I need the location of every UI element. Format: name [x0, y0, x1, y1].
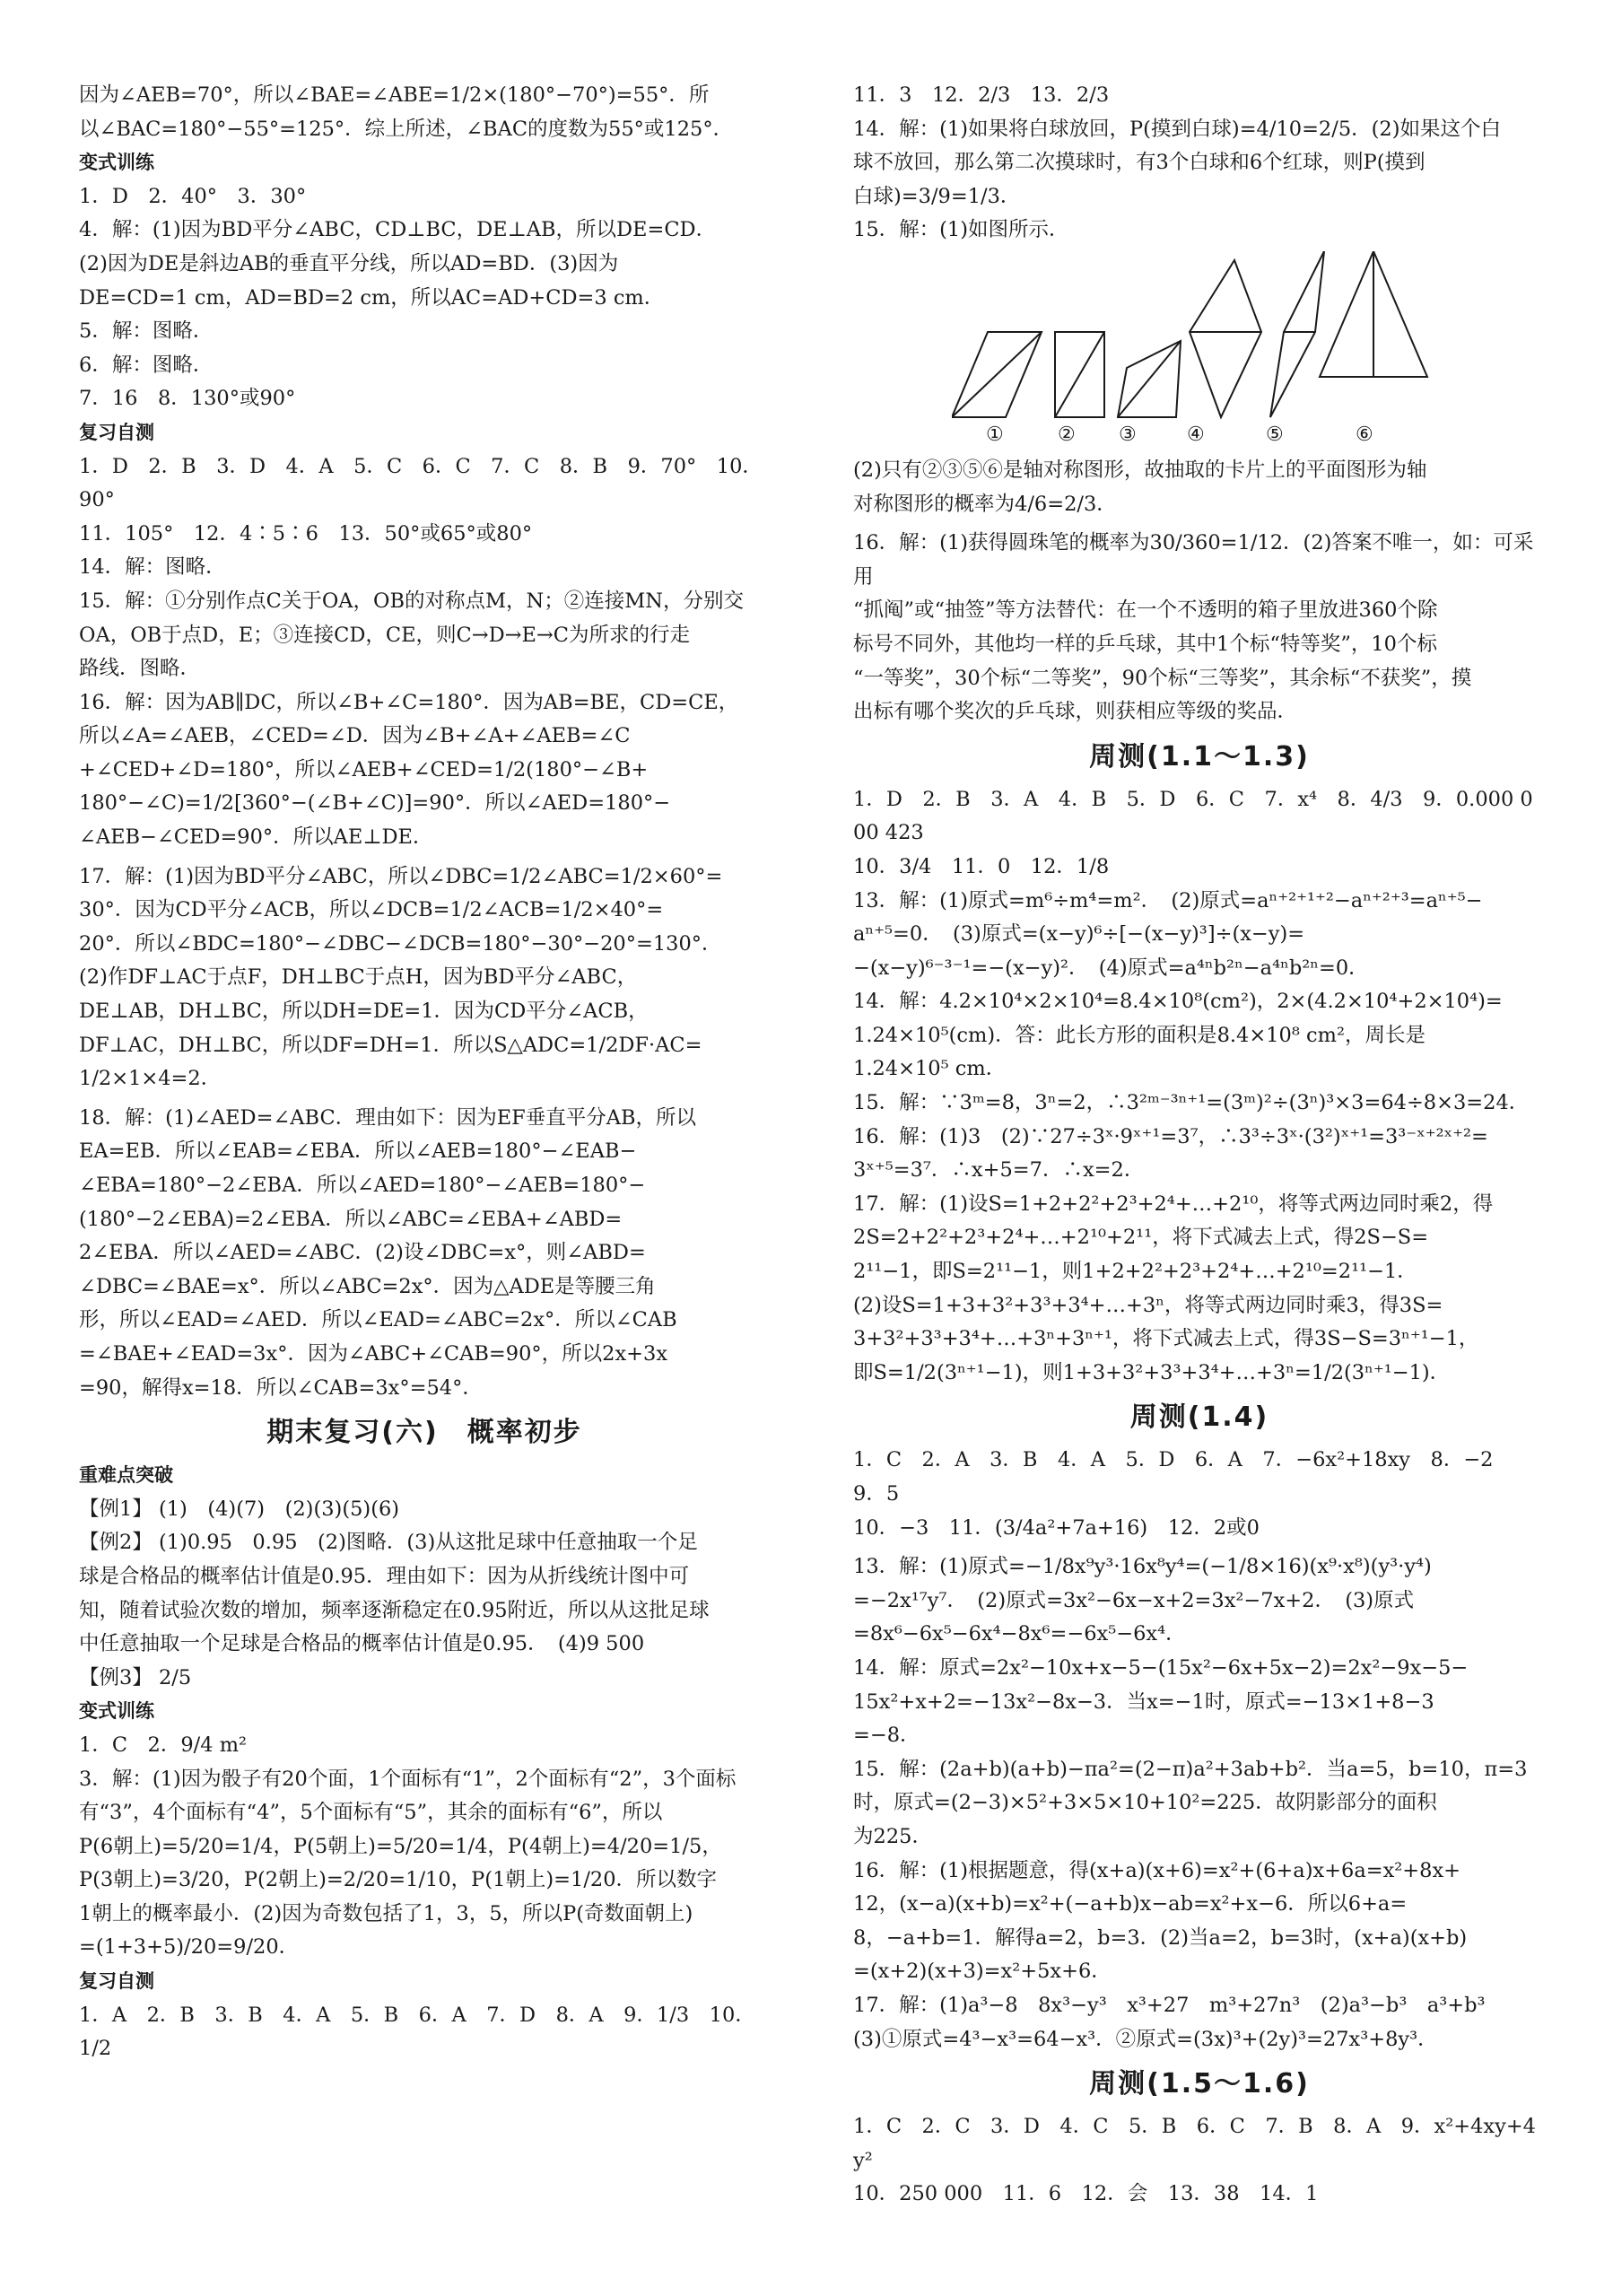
answer-line: ∠AEB−∠CED=90°．所以AE⊥DE． [79, 825, 433, 850]
answer-line: 18．解：(1)∠AED=∠ABC．理由如下：因为EF垂直平分AB，所以 [79, 1105, 697, 1130]
right-bottom-block [853, 454, 1546, 2212]
answer-line: 1．D 2．B 3．A 4．B 5．D 6．C 7．x⁴ 8．4/3 9．0.000 000 423 [853, 787, 1533, 845]
answer-line: 2¹¹−1，即S=2¹¹−1，则1+2+2²+2³+2⁴+…+2¹⁰=2¹¹−1． [853, 1260, 1417, 1284]
section-heading: 复习自测 [79, 1970, 154, 1993]
answer-line: 对称图形的概率为4/6=2/3． [853, 492, 1117, 516]
answer-line: 14．解：原式=2x²−10x+x−5−(15x²−6x+5x−2)=2x²−9x−5− [853, 1655, 1469, 1680]
answer-line: 所以∠A=∠AEB，∠CED=∠D．因为∠B+∠A+∠AEB=∠C [79, 724, 631, 748]
answer-line: 1．A 2．B 3．B 4．A 5．B 6．A 7．D 8．A 9．1/3 10．1/2 [79, 2003, 755, 2061]
answer-line: =∠BAE+∠EAD=3x°．因为∠ABC+∠CAB=90°，所以2x+3x [79, 1341, 668, 1366]
answer-line: 2∠EBA．所以∠AED=∠ABC．(2)设∠DBC=x°，则∠ABD= [79, 1241, 646, 1265]
chapter-title: 周测(1.1～1.3) [1089, 740, 1310, 773]
answer-line: 1．C 2．C 3．D 4．C 5．B 6．C 7．B 8．A 9．x²+4xy+4y² [853, 2115, 1537, 2172]
answer-line: 【例1】 (1) (4)(7) (2)(3)(5)(6) [79, 1497, 400, 1521]
answer-line: aⁿ⁺⁵=0． (3)原式=(x−y)⁶÷[−(x−y)³]÷(x−y)= [853, 922, 1305, 947]
answer-line: 2S=2+2²+2³+2⁴+…+2¹⁰+2¹¹，将下式减去上式，得2S−S= [853, 1226, 1429, 1250]
answer-line: 10．3/4 11．0 12．1/8 [853, 854, 1110, 878]
answer-line: (2)设S=1+3+3²+3³+3⁴+…+3ⁿ，将等式两边同时乘3，得3S= [853, 1293, 1443, 1317]
answer-line: 20°．所以∠BDC=180°−∠DBC−∠DCB=180°−30°−20°=130°． [79, 931, 722, 956]
answer-line: 以∠BAC=180°−55°=125°．综上所述，∠BAC的度数为55°或125°． [79, 117, 734, 141]
figure-label-4: ④ [1187, 423, 1205, 446]
answer-line: 14．解：图略． [79, 555, 226, 580]
answer-line: =8x⁶−6x⁵−6x⁴−8x⁶=−6x⁵−6x⁴． [853, 1622, 1186, 1646]
section-heading: 变式训练 [79, 152, 154, 174]
answer-line: 3．解：(1)因为骰子有20个面，1个面标有“1”，2个面标有“2”，3个面标 [79, 1767, 737, 1791]
answer-line: 1.24×10⁵ cm． [853, 1057, 1007, 1081]
answer-line: 【例3】 2/5 [79, 1665, 192, 1689]
left-column [79, 79, 770, 2066]
answer-line: (2)只有②③⑤⑥是轴对称图形，故抽取的卡片上的平面图形为轴 [853, 458, 1427, 482]
answer-line: 6．解：图略． [79, 353, 214, 377]
answer-line: 180°−∠C)=1/2[360°−(∠B+∠C)]=90°．所以∠AED=180°− [79, 791, 671, 816]
answer-line: 3+3²+3³+3⁴+…+3ⁿ+3ⁿ⁺¹，将下式减去上式，得3S−S=3ⁿ⁺¹−1， [853, 1327, 1479, 1351]
answer-line: 15．解：(1)如图所示． [853, 218, 1069, 242]
answer-line: 11．105° 12．4∶5∶6 13．50°或65°或80° [79, 521, 533, 546]
chapter-title: 周测(1.4) [1129, 1401, 1269, 1434]
answer-line: 15x²+x+2=−13x²−8x−3．当x=−1时，原式=−13×1+8−3 [853, 1689, 1434, 1714]
answer-line: 形，所以∠EAD=∠AED．所以∠EAD=∠ABC=2x°．所以∠CAB [79, 1308, 677, 1332]
answer-line: 1．C 2．A 3．B 4．A 5．D 6．A 7．−6x²+18xy 8．−2 9．5 [853, 1448, 1514, 1506]
answer-line: ∠DBC=∠BAE=x°．所以∠ABC=2x°．因为△ADE是等腰三角 [79, 1274, 656, 1298]
answer-line: 16．解：(1)根据题意，得(x+a)(x+6)=x²+(6+a)x+6a=x²+8x+ [853, 1858, 1461, 1882]
right-top-block [853, 79, 1546, 248]
answer-line: P(6朝上)=5/20=1/4，P(5朝上)=5/20=1/4，P(4朝上)=4/20=1/5， [79, 1834, 722, 1858]
answer-line: 标号不同外，其他均一样的乒乓球，其中1个标“特等奖”，10个标 [853, 632, 1437, 656]
answer-line: 15．解：①分别作点C关于OA，OB的对称点M，N；②连接MN，分别交 [79, 589, 744, 613]
answer-line: 中任意抽取一个足球是合格品的概率估计值是0.95． (4)9 500 [79, 1632, 645, 1656]
answer-line: 17．解：(1)a³−8 8x³−y³ x³+27 m³+27n³ (2)a³−b³ a³+b³ [853, 1993, 1486, 2017]
answer-line: P(3朝上)=3/20，P(2朝上)=2/20=1/10，P(1朝上)=1/20．所以数字 [79, 1868, 718, 1892]
answer-line: “一等奖”，30个标“二等奖”，90个标“三等奖”，其余标“不获奖”，摸 [853, 666, 1472, 690]
answer-line: 白球)=3/9=1/3． [853, 184, 1021, 208]
shape-4 [1190, 260, 1261, 417]
answer-line: ∠EBA=180°−2∠EBA．所以∠AED=180°−∠AEB=180°− [79, 1174, 646, 1197]
answer-line: 知，随着试验次数的增加，频率逐渐稳定在0.95附近，所以从这批足球 [79, 1598, 710, 1622]
answer-line: 路线．图略． [79, 657, 201, 681]
answer-line: 【例2】 (1)0.95 0.95 (2)图略．(3)从这批足球中任意抽取一个足 [79, 1531, 698, 1555]
answer-line: =(x+2)(x+3)=x²+5x+6． [853, 1960, 1112, 1984]
answer-line: −(x−y)⁶⁻³⁻¹=−(x−y)²． (4)原式=a⁴ⁿb²ⁿ−a⁴ⁿb²ⁿ=0． [853, 956, 1369, 980]
answer-line: 12，(x−a)(x+b)=x²+(−a+b)x−ab=x²+x−6．所以6+a= [853, 1892, 1408, 1916]
shape-5 [1270, 251, 1324, 417]
answer-line: 有“3”，4个面标有“4”，5个面标有“5”，其余的面标有“6”，所以 [79, 1801, 663, 1825]
answer-line: +∠CED+∠D=180°，所以∠AEB+∠CED=1/2(180°−∠B+ [79, 757, 649, 781]
answer-line: 1．D 2．B 3．D 4．A 5．C 6．C 7．C 8．B 9．70° 10．90° [79, 454, 763, 512]
figure-label-6: ⑥ [1356, 423, 1373, 446]
answer-line: 即S=1/2(3ⁿ⁺¹−1)，则1+3+3²+3³+3⁴+…+3ⁿ=1/2(3ⁿ⁺¹−1)． [853, 1360, 1451, 1384]
answer-line: 1.24×10⁵(cm)．答：此长方形的面积是8.4×10⁸ cm²，周长是 [853, 1023, 1426, 1047]
answer-line: 11．3 12．2/3 13．2/3 [853, 83, 1110, 107]
answer-line: 5．解：图略． [79, 319, 214, 344]
answer-line: 1朝上的概率最小．(2)因为奇数包括了1，3，5，所以P(奇数面朝上) [79, 1901, 693, 1925]
figure-label-3: ③ [1119, 423, 1137, 446]
figure-label-2: ② [1058, 423, 1076, 446]
answer-line: =−2x¹⁷y⁷． (2)原式=3x²−6x−x+2=3x²−7x+2． (3)原式 [853, 1588, 1415, 1612]
figure-label-1: ① [986, 423, 1004, 446]
chapter-title: 期末复习(六) 概率初步 [266, 1417, 582, 1449]
answer-line: (180°−2∠EBA)=2∠EBA．所以∠ABC=∠EBA+∠ABD= [79, 1207, 623, 1231]
symmetry-figure [853, 251, 1546, 449]
answer-line: 球是合格品的概率估计值是0.95．理由如下：因为从折线统计图中可 [79, 1564, 690, 1588]
answer-line: (3)①原式=4³−x³=64−x³．②原式=(3x)³+(2y)³=27x³+8y³． [853, 2027, 1438, 2051]
answer-line: 10．250 000 11．6 12．会 13．38 14．1 [853, 2182, 1319, 2206]
answer-line: DF⊥AC，DH⊥BC，所以DF=DH=1．所以S△ADC=1/2DF·AC= [79, 1033, 702, 1057]
answer-line: (2)作DF⊥AC于点F，DH⊥BC于点H，因为BD平分∠ABC， [79, 965, 638, 990]
answer-line: 为225． [853, 1824, 932, 1848]
answer-line: 15．解：∵3ᵐ=8，3ⁿ=2，∴3²ᵐ⁻³ⁿ⁺¹=(3ᵐ)²÷(3ⁿ)³×3=64÷8×3=24． [853, 1091, 1530, 1115]
answer-line: 13．解：(1)原式=m⁶÷m⁴=m²． (2)原式=aⁿ⁺²⁺¹⁺²−aⁿ⁺²⁺³=aⁿ⁺⁵− [853, 888, 1483, 912]
answer-line: 17．解：(1)设S=1+2+2²+2³+2⁴+…+2¹⁰，将等式两边同时乘2，得 [853, 1192, 1494, 1216]
answer-line: 14．解：(1)如果将白球放回，P(摸到白球)=4/10=2/5．(2)如果这个白 [853, 117, 1502, 141]
answer-line: (2)因为DE是斜边AB的垂直平分线，所以AD=BD．(3)因为 [79, 251, 619, 275]
answer-line: 1．C 2．9/4 m² [79, 1733, 248, 1757]
answer-line: EA=EB．所以∠EAB=∠EBA．所以∠AEB=180°−∠EAB− [79, 1139, 637, 1164]
answer-line: 8，−a+b=1．解得a=2，b=3．(2)当a=2，b=3时，(x+a)(x+b) [853, 1925, 1468, 1950]
answer-line: =90，解得x=18．所以∠CAB=3x°=54°． [79, 1375, 483, 1400]
section-heading: 复习自测 [79, 421, 154, 443]
answer-line: 13．解：(1)原式=−1/8x⁹y³·16x⁸y⁴=(−1/8×16)(x⁹·x⁸)(y³·y⁴) [853, 1555, 1432, 1579]
answer-line: 时，原式=(2−3)×5²+3×5×10+10²=225．故阴影部分的面积 [853, 1791, 1437, 1815]
shapes-drawing [952, 251, 1454, 422]
answer-line: “抓阄”或“抽签”等方法替代：在一个不透明的箱子里放进360个除 [853, 598, 1438, 623]
answer-line: 16．解：(1)获得圆珠笔的概率为30/360=1/12．(2)答案不唯一，如：可采用 [853, 531, 1534, 589]
answer-line: 球不放回，那么第二次摸球时，有3个白球和6个红球，则P(摸到 [853, 151, 1426, 175]
answer-line: 3ˣ⁺⁵=3⁷．∴x+5=7．∴x=2． [853, 1158, 1145, 1183]
answer-line: DE⊥AB，DH⊥BC，所以DH=DE=1．因为CD平分∠ACB， [79, 1000, 649, 1024]
answer-line: 15．解：(2a+b)(a+b)−πa²=(2−π)a²+3ab+b²．当a=5，b=10，π=3 [853, 1757, 1528, 1781]
answer-line: DE=CD=1 cm，AD=BD=2 cm，所以AC=AD+CD=3 cm． [79, 285, 665, 310]
answer-line: 16．解：因为AB∥DC，所以∠B+∠C=180°．因为AB=BE，CD=CE， [79, 690, 739, 714]
answer-line: 1/2×1×4=2． [79, 1067, 222, 1091]
answer-line: 出标有哪个奖次的乒乓球，则获相应等级的奖品． [853, 700, 1298, 724]
answer-line: 因为∠AEB=70°，所以∠BAE=∠ABE=1/2×(180°−70°)=55°．所 [79, 83, 710, 107]
right-column [853, 79, 1546, 2212]
chapter-title: 周测(1.5～1.6) [1089, 2068, 1310, 2100]
answer-line: 1．D 2．40° 3．30° [79, 184, 307, 208]
answer-line: 4．解：(1)因为BD平分∠ABC，CD⊥BC，DE⊥AB，所以DE=CD． [79, 218, 717, 242]
answer-line: 16．解：(1)3 (2)∵27÷3ˣ·9ˣ⁺¹=3⁷，∴3³÷3ˣ·(3²)ˣ⁺¹=3³⁻ˣ⁺²ˣ⁺²= [853, 1124, 1488, 1148]
answer-line: 30°．因为CD平分∠ACB，所以∠DCB=1/2∠ACB=1/2×40°= [79, 898, 664, 922]
answer-line: OA，OB于点D，E；③连接CD，CE，则C→D→E→C为所求的行走 [79, 623, 690, 647]
section-heading: 重难点突破 [79, 1464, 173, 1487]
answer-line: 7．16 8．130°或90° [79, 387, 296, 411]
answer-line: =−8． [853, 1724, 920, 1748]
section-heading: 变式训练 [79, 1700, 154, 1723]
answer-line: 10．−3 11．(3/4a²+7a+16) 12．2或0 [853, 1515, 1260, 1540]
answer-line: =(1+3+5)/20=9/20． [79, 1935, 300, 1960]
figure-label-5: ⑤ [1266, 423, 1284, 446]
answer-line: 14．解：4.2×10⁴×2×10⁴=8.4×10⁸(cm²)，2×(4.2×10⁴+2×10⁴)= [853, 990, 1503, 1014]
answer-line: 17．解：(1)因为BD平分∠ABC，所以∠DBC=1/2∠ABC=1/2×60°= [79, 864, 723, 888]
